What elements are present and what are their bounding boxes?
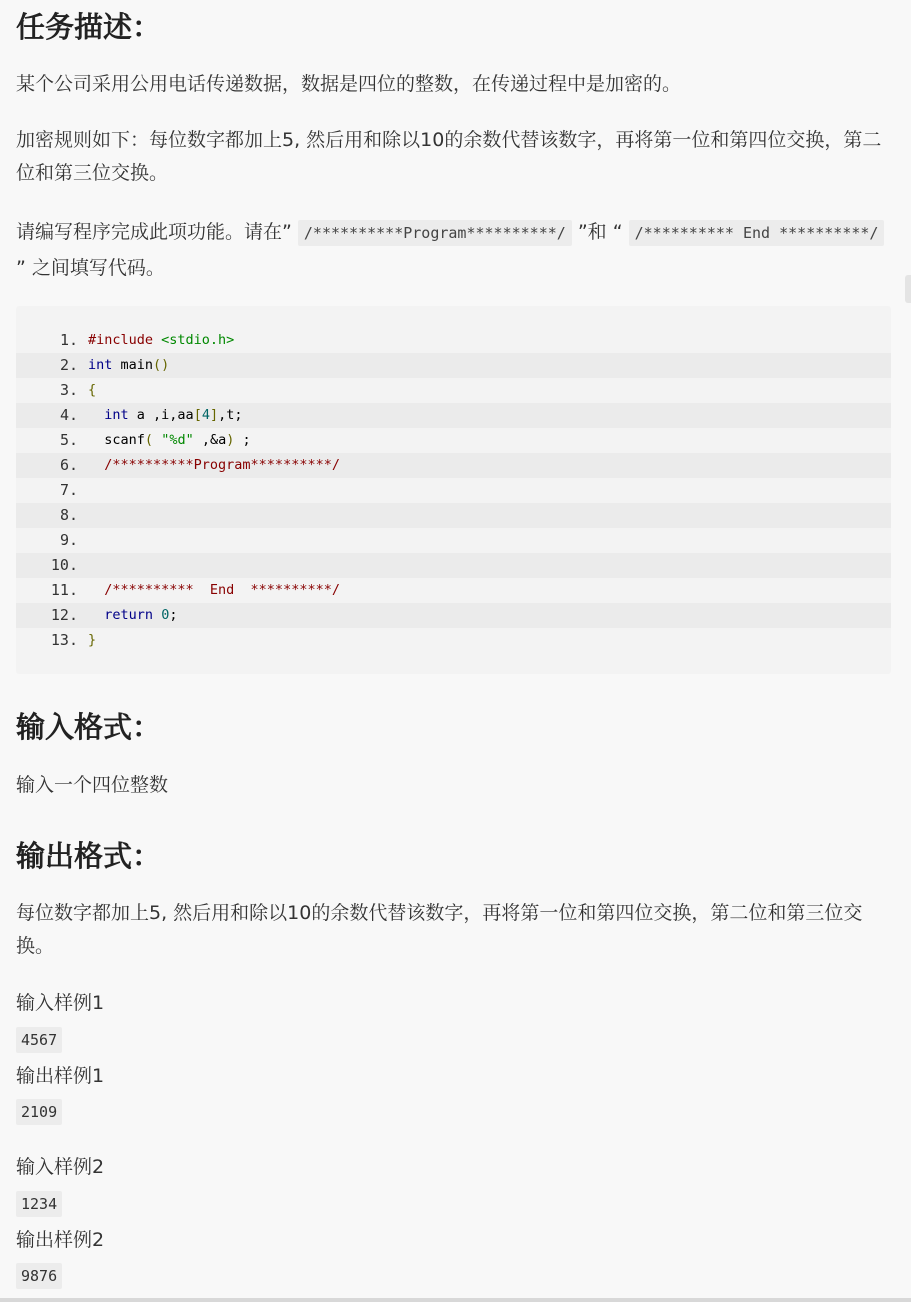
code-line xyxy=(16,628,891,653)
line-number: 12. xyxy=(50,606,78,624)
code-token: ) xyxy=(226,432,235,448)
code-line xyxy=(16,553,891,578)
side-scroll-tab[interactable] xyxy=(905,275,911,303)
sample-output-2-value: 9876 xyxy=(16,1263,62,1289)
horizontal-scrollbar[interactable] xyxy=(0,1298,911,1302)
code-text xyxy=(88,328,234,353)
line-number: 2. xyxy=(59,356,78,374)
line-number: 1. xyxy=(59,331,78,349)
sample-output-1-label: 输出样例1 xyxy=(16,1065,105,1087)
code-line xyxy=(16,478,891,503)
line-number: 9. xyxy=(59,531,78,549)
line-number: 5. xyxy=(59,431,78,449)
code-token: ] xyxy=(209,407,219,423)
code-token: #include xyxy=(88,332,162,348)
p3-text-after: ” 之间填写代码。 xyxy=(16,257,165,279)
sample-input-1-value: 4567 xyxy=(16,1027,62,1053)
line-number: 8. xyxy=(59,506,78,524)
task-paragraph-3 xyxy=(16,214,891,286)
code-token: <stdio.h> xyxy=(161,332,235,348)
code-text: int a ,i,aa[4],t; xyxy=(104,407,243,423)
code-token: ( xyxy=(144,432,154,448)
input-format-heading: 输入格式： xyxy=(16,710,162,744)
output-format-text: 每位数字都加上5, 然后用和除以10的余数代替该数字，再将第一位和第四位交换，第二位和第三位交换。 xyxy=(16,902,863,957)
line-number: 10. xyxy=(50,556,78,574)
code-token: () xyxy=(153,357,170,373)
code-text: { xyxy=(88,382,97,398)
program-marker-code: /**********Program**********/ xyxy=(298,220,572,246)
line-number: 7. xyxy=(59,481,78,499)
line-number: 4. xyxy=(59,406,78,424)
code-text: return 0; xyxy=(104,607,178,623)
code-line xyxy=(16,328,891,353)
task-heading: 任务描述： xyxy=(16,10,162,44)
code-token: int xyxy=(104,407,129,423)
p3-text-before: 请编写程序完成此项功能。请在” xyxy=(16,221,298,243)
code-token: [ xyxy=(193,407,202,423)
code-line xyxy=(16,528,891,553)
code-text: /**********Program**********/ xyxy=(88,457,340,473)
code-line xyxy=(16,353,891,378)
input-format-text: 输入一个四位整数 xyxy=(16,774,169,796)
end-marker-code: /********** End **********/ xyxy=(629,220,885,246)
output-format-heading: 输出格式： xyxy=(16,839,162,873)
code-line xyxy=(16,603,891,628)
code-token: int xyxy=(88,357,113,373)
code-line xyxy=(16,453,891,478)
code-text: int main() xyxy=(88,357,170,373)
code-token: return xyxy=(104,607,154,623)
code-token: "%d" xyxy=(161,432,194,448)
code-line xyxy=(16,403,891,428)
sample-input-2-label: 输入样例2 xyxy=(16,1156,105,1178)
line-number: 3. xyxy=(59,381,78,399)
sample-input-1-label: 输入样例1 xyxy=(16,992,105,1014)
p3-text-mid: ”和 “ xyxy=(571,221,629,243)
code-line xyxy=(16,428,891,453)
code-block xyxy=(16,306,891,674)
line-number: 6. xyxy=(59,456,78,474)
code-text: /********** End **********/ xyxy=(88,582,340,598)
sample-output-2-label: 输出样例2 xyxy=(16,1229,105,1251)
sample-input-2-value: 1234 xyxy=(16,1191,62,1217)
line-number: 11. xyxy=(50,581,78,599)
line-number: 13. xyxy=(50,631,78,649)
code-text: } xyxy=(88,632,97,648)
sample-output-1-value: 2109 xyxy=(16,1099,62,1125)
code-text: scanf( "%d" ,&a) ; xyxy=(88,432,251,448)
code-line xyxy=(16,378,891,403)
task-paragraph-1: 某个公司采用公用电话传递数据，数据是四位的整数，在传递过程中是加密的。 xyxy=(16,73,682,95)
code-line xyxy=(16,503,891,528)
code-token: 0 xyxy=(161,607,170,623)
code-line xyxy=(16,578,891,603)
task-paragraph-2: 加密规则如下：每位数字都加上5, 然后用和除以10的余数代替该数字，再将第一位和第四位交换，第二位和第三位交换。 xyxy=(16,129,882,184)
code-token: 4 xyxy=(201,407,210,423)
